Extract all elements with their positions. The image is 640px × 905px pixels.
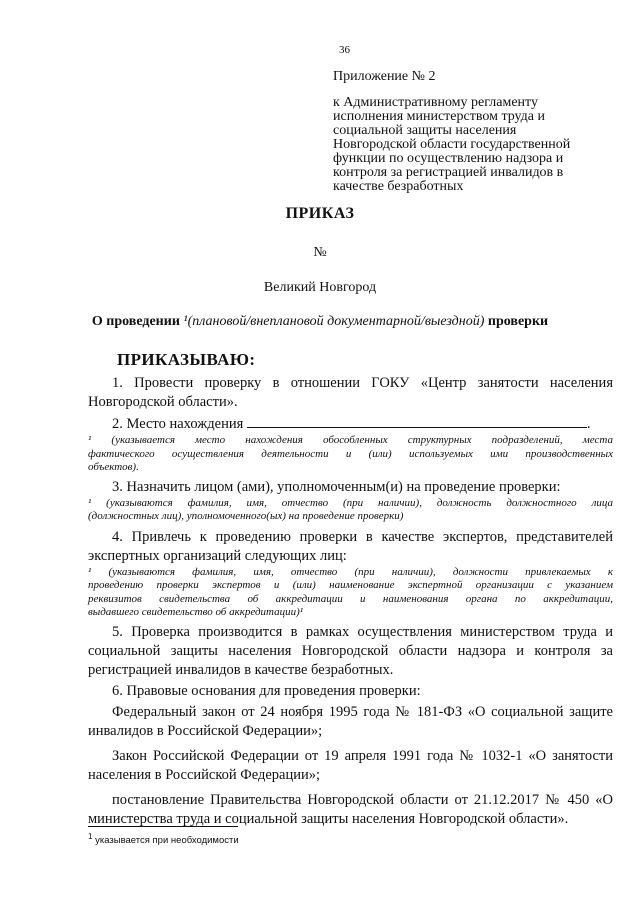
appendix-line: функции по осуществлению надзора и (333, 151, 564, 166)
note-3-l1: ¹ (указываются фамилия, имя, отчество (при наличии), должность должностного лица (88, 496, 613, 509)
item-5: 5. Проверка производится в рамках осуществления министерством труда и (112, 623, 613, 640)
appendix-line: контроля за регистрацией инвалидов в (333, 165, 564, 180)
law-1-cont: инвалидов в Российской Федерации»; (88, 722, 323, 739)
appendix-line: качестве безработных (333, 179, 464, 194)
item-5-cont: социальной защиты населения Новгородской области надзора и контроля за (88, 642, 613, 659)
location-field[interactable] (247, 415, 587, 428)
note-4-l3: реквизитов свидетельства об аккредитации и наименования органа по аккредитации, (88, 592, 613, 605)
footnote-text: указывается при необходимости (95, 835, 239, 847)
subject-mark: ¹ (183, 314, 188, 329)
note-4-l4: выдавшего свидетельство об аккредитации)¹ (88, 606, 304, 618)
footnote (88, 832, 239, 846)
appendix-line: Новгородской области государственной (333, 137, 571, 152)
order-subject (0, 314, 640, 330)
law-2: Закон Российской Федерации от 19 апреля 1991 года № 1032-1 «О занятости (112, 747, 613, 764)
appendix-line: социальной защиты населения (333, 123, 517, 138)
order-title: ПРИКАЗ (285, 205, 355, 222)
item-1: 1. Провести проверку в отношении ГОКУ «Центр занятости населения (112, 375, 613, 391)
item-1-cont: Новгородской области». (88, 394, 238, 410)
note-4-l2: проведению проверки экспертов и (или) наименование экспертной организации с указанием (88, 579, 613, 591)
note-3-l2: (должностных лиц), уполномоченного(ых) на проведение проверки) (88, 510, 404, 522)
law-3-cont: министерства труда и социальной защиты населения Новгородской области». (88, 810, 569, 827)
law-2-cont: населения в Российской Федерации»; (88, 766, 321, 783)
appendix-block (333, 70, 613, 194)
law-3: постановление Правительства Новгородской области от 21.12.2017 № 450 «О (112, 791, 613, 808)
item-2-label: 2. Место нахождения (112, 416, 244, 432)
city: Великий Новгород (263, 280, 377, 295)
footnote-mark: 1 (88, 832, 93, 841)
law-1: Федеральный закон от 24 ноября 1995 года № 181-ФЗ «О социальной защите (112, 703, 613, 720)
footnote-divider (88, 826, 238, 827)
main-text (88, 374, 613, 829)
subject-prefix: О проведении (91, 314, 180, 329)
appendix-title: Приложение № 2 (333, 69, 436, 84)
note-4-l1: ¹ (указываются фамилия, имя, отчество (при наличии), должности привлекаемых к (88, 565, 613, 578)
item-6: 6. Правовые основания для проведения проверки: (112, 682, 421, 699)
item-4: 4. Привлечь к проведению проверки в качестве экспертов, представителей (112, 528, 613, 545)
order-number: № (313, 245, 327, 260)
note-2-l2: фактического осуществления деятельности и (или) используемых ими производственных (88, 447, 613, 460)
heading-order: ПРИКАЗЫВАЮ: (117, 350, 256, 369)
subject-italic: (плановой/внеплановой документарной/выездной) (187, 314, 485, 329)
item-4-cont: экспертных организаций следующих лиц: (88, 547, 347, 564)
note-2-l3: объектов). (88, 461, 139, 473)
item-3: 3. Назначить лицом (ами), уполномоченным(и) на проведение проверки: (112, 478, 561, 495)
page-number: 36 (339, 44, 350, 56)
appendix-line: к Административному регламенту (333, 95, 538, 110)
item-2: 2. Место нахождения . (112, 416, 591, 432)
appendix-line: исполнения министерством труда и (333, 109, 546, 124)
item-5-end: регистрацией инвалидов в качестве безработных. (88, 661, 394, 678)
note-2-l1: ¹ (указывается место нахождения обособленных структурных подразделений, места (88, 434, 613, 446)
subject-suffix: проверки (487, 314, 549, 329)
